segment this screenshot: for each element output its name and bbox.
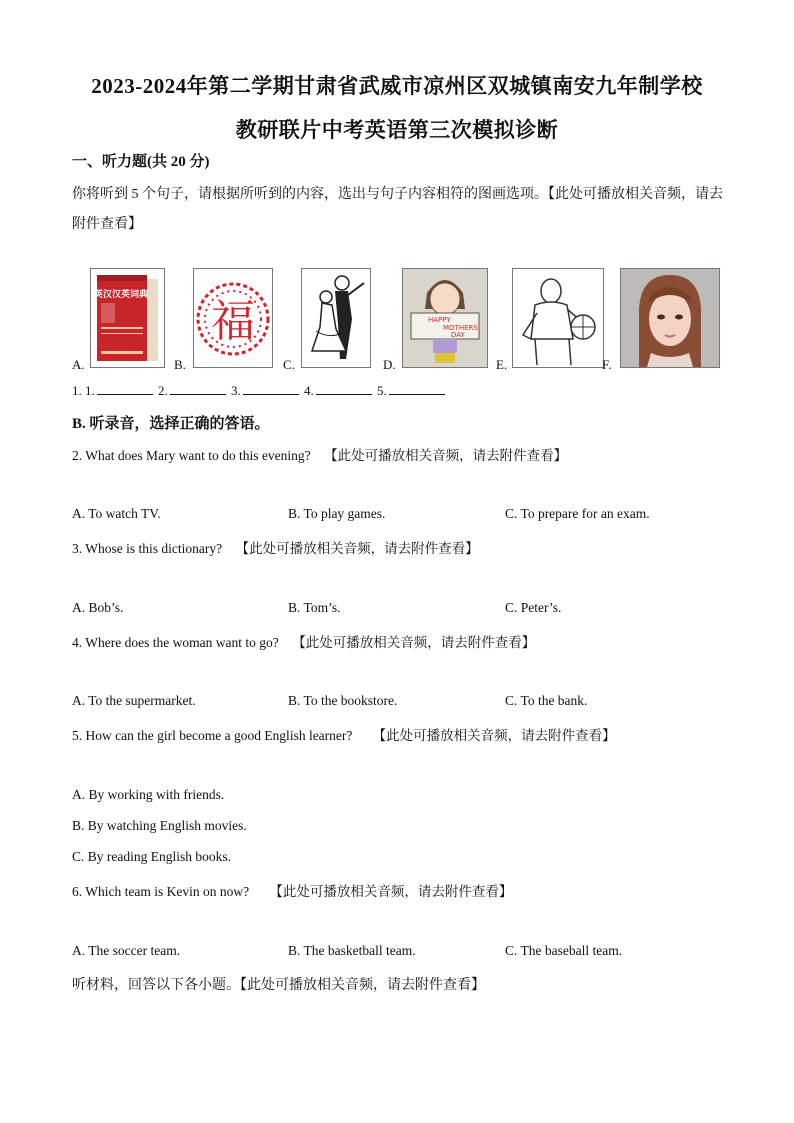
q4-option-b[interactable]: B. To the bookstore.: [288, 693, 398, 708]
listening-material-instruction: 听材料，回答以下各小题。【此处可播放相关音频，请去附件查看】: [72, 978, 485, 993]
section1-heading: 一、听力题(共 20 分): [72, 154, 210, 170]
exam-title-line1: 2023-2024年第二学期甘肃省武威市凉州区双城镇南安九年制学校: [91, 74, 703, 98]
robot-girl-photo: [620, 268, 720, 368]
answer-blank-4[interactable]: [316, 382, 372, 395]
question-5: 5. How can the girl become a good English learner? 【此处可播放相关音频，请去附件查看】: [72, 728, 616, 743]
q4-option-c[interactable]: C. To the bank.: [505, 693, 588, 708]
question-3: 3. Whose is this dictionary? 【此处可播放相关音频，请去附件查看】: [72, 541, 479, 556]
question-2: 2. What does Mary want to do this evening? 【此处可播放相关音频，请去附件查看】: [72, 448, 568, 463]
q2-option-c[interactable]: C. To prepare for an exam.: [505, 506, 650, 521]
q5-option-a[interactable]: A. By working with friends.: [72, 787, 225, 802]
fu-character: 福: [211, 296, 255, 347]
dancing-couple-image: [301, 268, 371, 368]
q3-option-a[interactable]: A. Bob’s.: [72, 600, 124, 615]
q4-option-a[interactable]: A. To the supermarket.: [72, 693, 196, 708]
question-6: 6. Which team is Kevin on now? 【此处可播放相关音频，请去附件查看】: [72, 884, 513, 899]
picture-label-a: A.: [72, 357, 85, 372]
answer-blank-5[interactable]: [389, 382, 445, 395]
q6-option-c[interactable]: C. The baseball team.: [505, 943, 623, 958]
dictionary-cover-text: 英汉汉英词典: [93, 290, 149, 300]
dictionary-image: [90, 268, 165, 368]
mothers-day-text-3: DAY: [451, 331, 465, 339]
answer-blank-3[interactable]: [243, 382, 299, 395]
picture-label-b: B.: [174, 357, 186, 372]
section1-instruction-line2: 附件查看】: [72, 217, 142, 232]
picture-label-e: E.: [496, 357, 508, 372]
q2-option-b[interactable]: B. To play games.: [288, 506, 386, 521]
audio-note: 【此处可播放相关音频，请去附件查看】: [292, 635, 536, 650]
q6-option-a[interactable]: A. The soccer team.: [72, 943, 181, 958]
audio-note: 【此处可播放相关音频，请去附件查看】: [269, 884, 513, 899]
q3-option-c[interactable]: C. Peter’s.: [505, 600, 562, 615]
answer-blank-2[interactable]: [170, 382, 226, 395]
audio-note: 【此处可播放相关音频，请去附件查看】: [372, 728, 616, 743]
mothers-day-text-1: HAPPY: [428, 316, 451, 324]
picture-label-c: C.: [283, 357, 295, 372]
mothers-day-text-2: MOTHERS': [443, 324, 480, 332]
picture-label-d: D.: [383, 357, 396, 372]
exam-title-line2: 教研联片中考英语第三次模拟诊断: [235, 118, 559, 142]
q3-option-b[interactable]: B. Tom’s.: [288, 600, 341, 615]
audio-note: 【此处可播放相关音频，请去附件查看】: [324, 448, 568, 463]
picture-label-f: F.: [602, 357, 612, 372]
answer-blank-1[interactable]: [97, 382, 153, 395]
q6-option-b[interactable]: B. The basketball team.: [288, 943, 416, 958]
q5-option-c[interactable]: C. By reading English books.: [72, 849, 231, 864]
section1-instruction-line1: 你将听到 5 个句子，请根据所听到的内容，选出与句子内容相符的图画选项。【此处可播放相关音频，请去: [72, 187, 723, 202]
q5-option-b[interactable]: B. By watching English movies.: [72, 818, 247, 833]
basketball-player-image: [512, 268, 604, 368]
mothers-day-image: [402, 268, 488, 368]
q2-option-a[interactable]: A. To watch TV.: [72, 506, 161, 521]
fu-papercut-image: [193, 268, 273, 368]
picture-options-row: [72, 268, 732, 370]
audio-note: 【此处可播放相关音频，请去附件查看】: [235, 541, 479, 556]
sectionB-heading: B. 听录音，选择正确的答语。: [72, 416, 270, 432]
question-4: 4. Where does the woman want to go? 【此处可播放相关音频，请去附件查看】: [72, 635, 536, 650]
answer-blanks-line: 1. 1. 2. 3. 4. 5.: [72, 382, 447, 399]
